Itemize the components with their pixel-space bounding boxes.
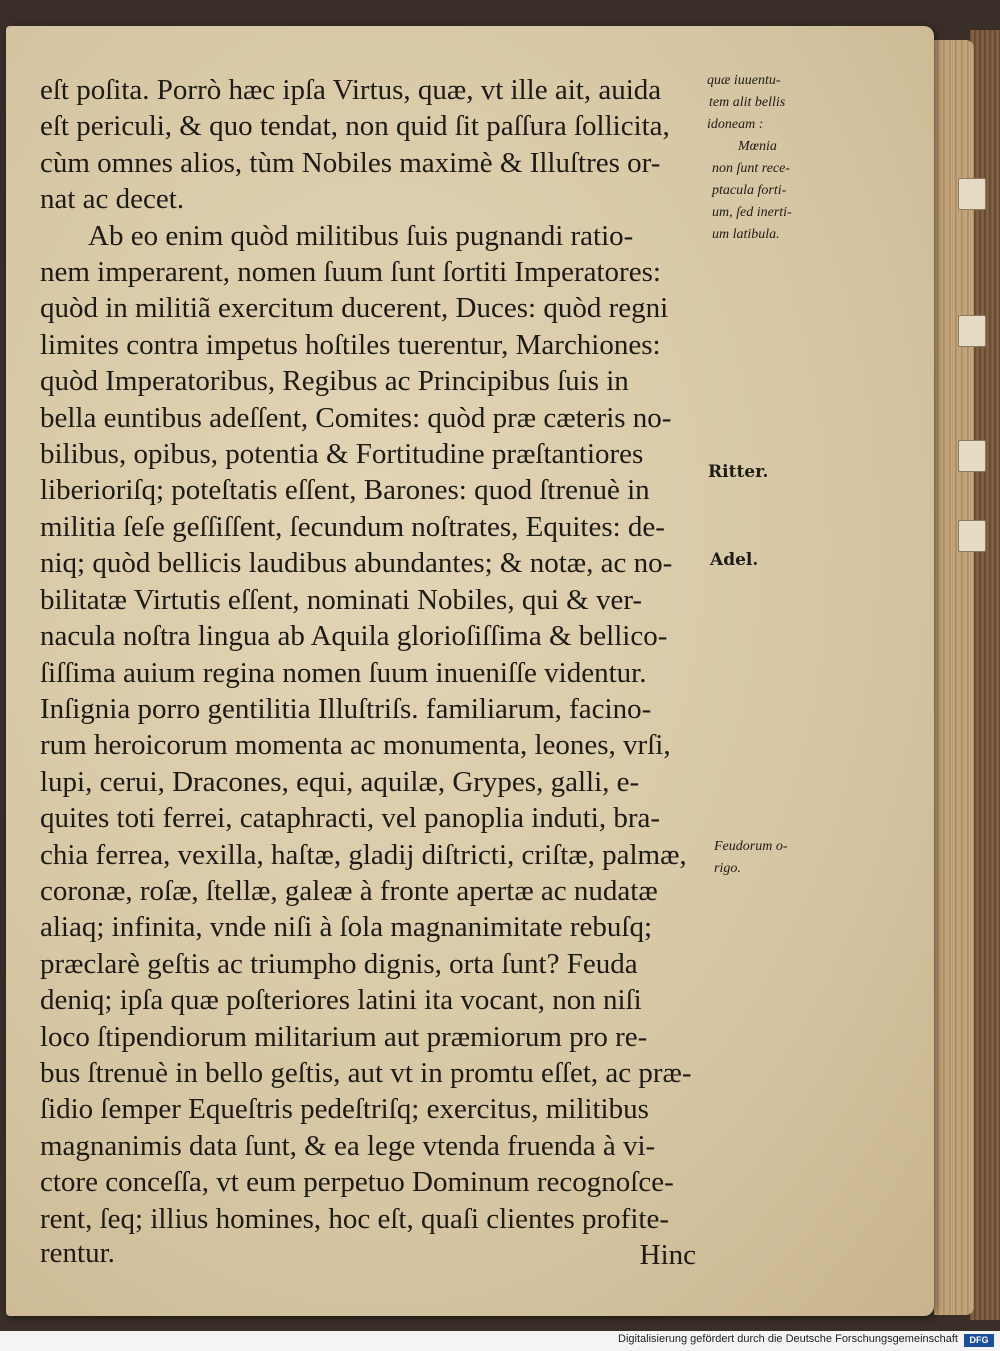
page-tab [958,440,986,472]
text-line: bilibus, opibus, potentia & Fortitudine præſtantiores [40,438,644,471]
margin-note-ritter: Ritter. [708,462,769,482]
text-line-last: rentur. [40,1237,115,1270]
margin-note-feudorum: Feudorum o- rigo. [714,839,788,876]
text-line: deniq; ipſa quæ poſteriores latini ita vocant, non niſi [40,984,642,1017]
text-line: nem imperarent, nomen ſuum ſunt ſortiti Imperatores: [40,256,661,289]
text-line: coronæ, roſæ, ſtellæ, galeæ à fronte apertæ ac nudatæ [40,874,658,907]
footer-bar [0,1331,1000,1351]
text-line: cùm omnes alios, tùm Nobiles maximè & Illuſtres or- [40,146,661,179]
text-line: ſidio ſemper Equeſtris pedeſtriſq; exercitus, militibus [40,1093,649,1126]
text-line: chia ferrea, vexilla, haſtæ, gladij diſtricti, criſtæ, palmæ, [40,838,687,871]
text-line: quòd Imperatoribus, Regibus ac Principibus ſuis in [40,365,629,398]
text-line: eſt periculi, & quo tendat, non quid ſit paſſura ſollicita, [40,110,670,143]
text-line: ſiſſima auium regina nomen ſuum inueniſſe videntur. [40,656,647,689]
text-line: niq; quòd bellicis laudibus abundantes; & notæ, ac no- [40,547,673,580]
text-line: bella euntibus adeſſent, Comites: quòd præ cæteris no- [40,401,672,434]
page-tab [958,315,986,347]
text-line: rent, ſeq; illius homines, hoc eſt, quaſi clientes profite- [40,1202,669,1235]
margin-note-moenia: Mœnia non ſunt rece- ptacula forti- um, ſed inerti- um latibula. [712,139,792,242]
text-line: loco ſtipendiorum militarium aut præmiorum pro re- [40,1020,648,1053]
footer-credit: Digitalisierung gefördert durch die Deutsche Forschungsgemeinschaft [618,1333,958,1345]
text-line: præclarè geſtis ac triumpho dignis, orta ſunt? Feuda [40,947,638,980]
margin-note-adel: Adel. [710,550,759,570]
text-line: ctore conceſſa, vt eum perpetuo Dominum recognoſce- [40,1166,674,1199]
text-line: nat ac decet. [40,183,185,216]
text-line: rum heroicorum momenta ac monumenta, leones, vrſi, [40,729,671,762]
page-tab [958,178,986,210]
text-line: liberioriſq; poteſtatis eſſent, Barones: quod ſtrenuè in [40,474,650,507]
text-line: eſt poſita. Porrò hæc ipſa Virtus, quæ, vt ille ait, auida [40,74,662,106]
main-text-block [40,72,700,1272]
book-spine-edge [970,30,1000,1320]
text-line: quòd in militiã exercitum ducerent, Duces: quòd regni [40,292,669,325]
page-tab [958,520,986,552]
text-line: nacula noſtra lingua ab Aquila glorioſiſſima & bellico- [40,620,668,653]
page-stack-edge [934,40,974,1315]
catchword: Hinc [639,1239,696,1271]
text-line: Inſignia porro gentilitia Illuſtriſs. familiarum, facino- [40,692,652,725]
text-line: limites contra impetus hoſtiles tuerentur, Marchiones: [40,328,661,361]
text-line: magnanimis data ſunt, & ea lege vtenda fruenda à vi- [40,1129,656,1162]
text-line: bus ſtrenuè in bello geſtis, aut vt in promtu eſſet, ac præ- [40,1056,692,1089]
text-line: bilitatæ Virtutis eſſent, nominati Nobiles, qui & ver- [40,583,643,616]
text-line: lupi, cerui, Dracones, equi, aquilæ, Grypes, galli, e- [40,765,640,798]
text-line: militia ſeſe geſſiſſent, ſecundum noſtrates, Equites: de- [40,510,665,543]
text-line: Ab eo enim quòd militibus ſuis pugnandi ratio- [88,219,634,252]
text-line: aliaq; infinita, vnde niſi à ſola magnanimitate rebuſq; [40,911,653,944]
dfg-logo-icon: DFG [964,1334,994,1347]
margin-note-iuventus: quæ iuuentu- tem alit bellis idoneam : [707,73,786,132]
text-line: quites toti ferrei, cataphracti, vel panoplia induti, bra- [40,802,661,835]
